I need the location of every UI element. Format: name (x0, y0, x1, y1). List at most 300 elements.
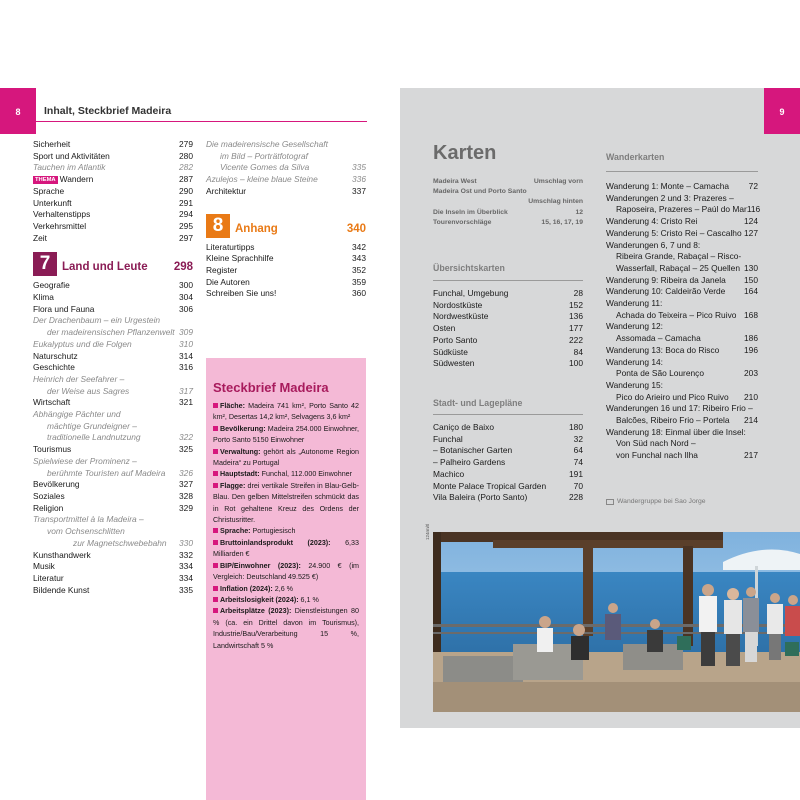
entry-title: Heinrich der Seefahrer – (33, 373, 125, 384)
bullet-square-icon (213, 426, 218, 431)
chapter-page: 340 (346, 222, 366, 235)
entry-title: Kleine Sprachhilfe (206, 253, 274, 264)
entry-page: 306 (179, 303, 193, 314)
entry-title: – Palheiro Gardens (433, 457, 506, 468)
steckbrief-item: Inflation (2024): 2,6 % (213, 584, 359, 595)
entry-title: Von Süd nach Nord – (616, 438, 696, 449)
right-page (400, 88, 800, 728)
steckbrief-item: Arbeitsplätze (2023): Dienstleistungen 80 % (ca. ein Drittel davon im Tourismus), Industrie/Bau/Verarbeitung 15 %, Landwirtschaft 5 % (213, 607, 359, 650)
entry-page: 310 (179, 338, 193, 349)
entry-title: Wanderung 4: Cristo Rei (606, 216, 698, 227)
entry-title: Verkehrsmittel (33, 220, 87, 231)
entry-page: 168 (744, 309, 758, 320)
toc-entry[interactable] (206, 265, 366, 277)
toc-entry[interactable] (33, 573, 193, 585)
toc-entry[interactable] (33, 491, 193, 503)
entry-title: Die Inseln im Überblick (433, 208, 508, 216)
entry-title: Caniço de Baixo (433, 422, 494, 432)
entry-page (189, 456, 193, 468)
entry-page: 136 (569, 311, 583, 322)
map-entry[interactable] (433, 422, 583, 434)
entry-page: 150 (744, 274, 758, 285)
entry-page: 297 (179, 232, 193, 243)
map-entry[interactable] (433, 323, 583, 335)
entry-page: 279 (179, 139, 193, 149)
entry-page: 335 (179, 584, 193, 595)
entry-page: 222 (569, 334, 583, 345)
toc-entry[interactable] (33, 139, 193, 151)
toc-entry[interactable] (33, 162, 193, 174)
map-entry[interactable] (433, 492, 583, 504)
map-entry[interactable] (606, 357, 758, 369)
entry-page: 332 (179, 549, 193, 560)
entry-title: Wanderung 10: Caldeirão Verde (606, 286, 726, 297)
entry-page: 327 (179, 479, 193, 490)
entry-page: 100 (569, 358, 583, 369)
toc-entry[interactable] (33, 315, 193, 327)
map-entry[interactable] (433, 469, 583, 481)
toc-entry[interactable] (33, 304, 193, 316)
entry-page: 127 (744, 227, 758, 238)
entry-page: 214 (744, 415, 758, 426)
map-entry[interactable] (606, 368, 758, 380)
steckbrief-item: Hauptstadt: Funchal, 112.000 Einwohner (213, 469, 359, 480)
entry-title: von Funchal nach Ilha (616, 450, 698, 461)
chapter-page: 298 (173, 261, 193, 274)
entry-page: 336 (352, 174, 366, 185)
toc-entry[interactable] (33, 397, 193, 409)
entry-page: 15, 16, 17, 19 (541, 218, 583, 226)
overview-heading: Übersichtskarten (433, 263, 505, 273)
entry-page: 70 (573, 480, 583, 491)
entry-title: Bevölkerung (33, 479, 80, 490)
map-entry[interactable] (433, 288, 583, 300)
toc-entry[interactable] (33, 351, 193, 363)
entry-title: Unterkunft (33, 197, 72, 208)
entry-title: Sicherheit (33, 139, 71, 149)
entry-page: 329 (179, 502, 193, 513)
toc-list (206, 139, 366, 198)
bullet-square-icon (213, 483, 218, 488)
entry-title: Architektur (206, 185, 247, 196)
entry-page: 196 (744, 344, 758, 355)
map-entry[interactable] (606, 345, 758, 357)
entry-title: THEMA Wandern (35, 174, 94, 185)
toc-entry[interactable] (33, 468, 193, 480)
toc-entry[interactable] (206, 139, 366, 151)
entry-title: Schreiben Sie uns! (206, 288, 277, 299)
running-head: Inhalt, Steckbrief Madeira (44, 105, 172, 117)
entry-title: Spielwiese der Prominenz – (33, 455, 137, 466)
entry-title: Wanderung 11: (606, 298, 663, 309)
entry-title: Zeit (33, 232, 47, 243)
map-entry[interactable] (433, 335, 583, 347)
entry-page: 326 (179, 467, 193, 478)
entry-page: 290 (179, 185, 193, 196)
steckbrief-item: Bevölkerung: Madeira 254.000 Einwohner, Porto Santo 5150 Einwohner (213, 424, 359, 445)
entry-page: 337 (352, 185, 366, 196)
entry-page: 317 (179, 385, 193, 396)
toc-entry[interactable] (33, 221, 193, 233)
map-entry[interactable] (433, 358, 583, 370)
toc-entry[interactable] (33, 186, 193, 198)
entry-page: 314 (179, 350, 193, 361)
entry-title: Transportmittel à la Madeira – (33, 514, 144, 525)
entry-page (362, 151, 366, 163)
entry-title: Monte Palace Tropical Garden (433, 480, 547, 491)
entry-title: Wanderung 13: Boca do Risco (606, 344, 720, 355)
entry-page (189, 374, 193, 386)
entry-title: Religion (33, 502, 64, 513)
steckbrief-item: Bruttoinlandsprodukt (2023): 6,33 Milliarden € (213, 538, 359, 559)
left-page (0, 88, 400, 728)
map-entry[interactable] (433, 347, 583, 359)
entry-page: 291 (179, 197, 193, 208)
toc-entry[interactable] (206, 242, 366, 254)
map-entry[interactable] (606, 415, 758, 427)
entry-page: Umschlag vorn (533, 178, 583, 185)
map-entry[interactable] (433, 300, 583, 312)
steckbrief-title: Steckbrief Madeira (213, 380, 329, 395)
photo-credit: 124rm/tl (425, 523, 430, 540)
bullet-square-icon (213, 540, 218, 545)
bullet-square-icon (213, 449, 218, 454)
entry-title: Machico (433, 468, 465, 479)
entry-title: Naturschutz (33, 350, 78, 361)
toc-entry[interactable] (33, 374, 193, 386)
entry-title: – Botanischer Garten (433, 445, 513, 456)
entry-title: Assomada – Camacha (616, 333, 701, 344)
toc-entry[interactable] (33, 550, 193, 562)
entry-page: 84 (573, 346, 583, 357)
map-entry[interactable] (433, 208, 583, 218)
entry-page (189, 526, 193, 538)
map-entry[interactable] (433, 457, 583, 469)
entry-page: 28 (573, 288, 583, 298)
entry-page: 316 (179, 362, 193, 373)
entry-title: Der Drachenbaum – ein Urgestein (33, 315, 161, 326)
toc-entry[interactable] (206, 162, 366, 174)
toc-entry[interactable] (33, 280, 193, 292)
toc-column-2 (206, 139, 366, 300)
hikes-heading: Wanderkarten (606, 152, 665, 162)
toc-entry[interactable] (33, 386, 193, 398)
entry-title: Die Autoren (206, 276, 250, 287)
entry-title: Tourismus (33, 444, 72, 455)
thema-badge: THEMA (35, 177, 56, 184)
toc-entry[interactable] (206, 151, 366, 163)
toc-entry[interactable] (33, 514, 193, 526)
entry-title: Soziales (33, 490, 65, 501)
entry-title: Literaturtipps (206, 241, 255, 252)
entry-title: Wasserfall, Rabaçal – 25 Quellen (616, 262, 740, 273)
entry-page: 186 (744, 333, 758, 344)
entry-title: mächtige Grundeigner – (47, 420, 137, 431)
toc-entry[interactable] (33, 174, 193, 186)
entry-title: Vicente Gomes da Silva (220, 162, 310, 173)
bullet-square-icon (213, 471, 218, 476)
entry-page: 228 (569, 492, 583, 503)
toc-entry[interactable] (33, 421, 193, 433)
hikes-list (606, 181, 761, 462)
steckbrief-item: Fläche: Madeira 741 km², Porto Santo 42 km², Desertas 14,2 km², Selvagens 3,6 km² (213, 402, 359, 422)
entry-page: 334 (179, 572, 193, 583)
entry-title: Geschichte (33, 362, 75, 373)
maps-list (433, 177, 583, 228)
page-number: 9 (764, 88, 800, 134)
city-heading: Stadt- und Lagepläne (433, 398, 523, 408)
map-entry[interactable] (606, 310, 758, 322)
page-number: 8 (0, 88, 36, 134)
entry-page: 282 (179, 162, 193, 173)
entry-title: Osten (433, 323, 456, 334)
entry-title: Pico do Arieiro und Pico Ruivo (616, 391, 729, 402)
map-entry[interactable] (606, 228, 758, 240)
entry-page: Umschlag hinten (528, 198, 583, 206)
entry-page: 322 (179, 432, 193, 443)
bullet-square-icon (213, 563, 218, 568)
toc-entry[interactable] (33, 479, 193, 491)
toc-entry[interactable] (33, 538, 193, 550)
entry-title: Nordwestküste (433, 311, 489, 322)
entry-page: 217 (744, 450, 758, 461)
map-entry[interactable] (433, 311, 583, 323)
entry-page: 300 (179, 280, 193, 291)
entry-title: Funchal (433, 433, 463, 444)
toc-entry[interactable] (33, 362, 193, 374)
toc-entry[interactable] (33, 432, 193, 444)
entry-title: Wanderung 12: (606, 321, 663, 332)
chapter-8-heading[interactable] (206, 212, 366, 238)
map-entry[interactable] (606, 392, 758, 404)
header-rule (36, 121, 367, 122)
photo-caption: Wandergruppe bei Sao Jorge (606, 498, 706, 505)
map-entry[interactable] (606, 181, 758, 193)
entry-title: berühmte Touristen auf Madeira (47, 467, 166, 478)
entry-title: Die madeirensische Gesellschaft (206, 139, 328, 149)
entry-title: zur Magnetschwebebahn (73, 537, 167, 548)
entry-title: Verhaltenstipps (33, 209, 91, 220)
map-entry[interactable] (606, 240, 758, 252)
entry-page: 342 (352, 241, 366, 252)
bullet-square-icon (213, 403, 218, 408)
entry-page: 359 (352, 276, 366, 287)
entry-page: 321 (179, 397, 193, 408)
entry-page (189, 315, 193, 327)
entry-title: Sport und Aktivitäten (33, 150, 110, 161)
entry-title: Achada do Teixeira – Pico Ruivo (616, 309, 737, 320)
bullet-square-icon (213, 528, 218, 533)
entry-title: der madeirensischen Pflanzenwelt (47, 327, 175, 338)
page-title: Karten (433, 142, 497, 164)
map-entry[interactable] (433, 218, 583, 228)
map-entry[interactable] (606, 286, 758, 298)
entry-page: 352 (352, 264, 366, 275)
entry-page: 210 (744, 391, 758, 402)
map-entry[interactable] (433, 445, 583, 457)
entry-page: 64 (573, 445, 583, 456)
steckbrief-item: Arbeitslosigkeit (2024): 6,1 % (213, 595, 359, 606)
steckbrief-item: Sprache: Portugiesisch (213, 526, 359, 537)
hiking-group-photo (433, 532, 800, 712)
entry-title: Eukalyptus und die Folgen (33, 338, 132, 349)
toc-entry[interactable] (33, 561, 193, 573)
entry-title: Raposeira, Prazeres – Paúl do Mar (616, 204, 747, 215)
entry-page: 280 (179, 150, 193, 161)
chapter-number-box: 8 (206, 214, 230, 238)
entry-title: Abhängige Pächter und (33, 409, 121, 420)
map-entry[interactable] (606, 380, 758, 392)
toc-entry[interactable] (33, 198, 193, 210)
bullet-square-icon (213, 608, 218, 613)
entry-title: Sprache (33, 185, 65, 196)
toc-list (33, 280, 193, 596)
map-entry[interactable] (433, 177, 583, 187)
caption-arrow-icon (606, 499, 614, 505)
toc-column-1 (33, 139, 193, 596)
entry-title: Wanderung 18: Einmal über die Insel: (606, 426, 746, 437)
city-list (433, 422, 583, 504)
steckbrief-item: BIP/Einwohner (2023): 24.900 € (im Vergleich: Deutschland 49.525 €) (213, 561, 359, 582)
entry-title: traditionelle Landnutzung (47, 432, 141, 443)
map-entry[interactable] (606, 298, 758, 310)
entry-title: Funchal, Umgebung (433, 288, 509, 298)
entry-title: Musik (33, 561, 55, 572)
entry-page: 130 (744, 262, 758, 273)
entry-page (189, 421, 193, 433)
entry-title: Geografie (33, 280, 70, 291)
toc-entry[interactable] (33, 327, 193, 339)
entry-page: 330 (179, 537, 193, 548)
entry-page: 294 (179, 209, 193, 220)
entry-title: Wanderungen 16 und 17: Ribeiro Frio – (606, 403, 753, 414)
entry-title: Wirtschaft (33, 397, 71, 408)
map-entry[interactable] (606, 438, 758, 450)
entry-page (362, 139, 366, 151)
map-entry[interactable] (433, 187, 583, 197)
entry-page: 328 (179, 490, 193, 501)
entry-page: 72 (748, 181, 758, 191)
toc-entry[interactable] (33, 585, 193, 597)
toc-entry[interactable] (33, 409, 193, 421)
toc-entry[interactable] (33, 292, 193, 304)
entry-page: 343 (352, 253, 366, 264)
entry-page: 12 (575, 208, 583, 216)
entry-page (189, 409, 193, 421)
map-entry[interactable] (433, 481, 583, 493)
chapter-number-box: 7 (33, 252, 57, 276)
toc-entry[interactable] (33, 151, 193, 163)
toc-entry[interactable] (33, 503, 193, 515)
bullet-square-icon (213, 586, 218, 591)
toc-entry[interactable] (33, 456, 193, 468)
toc-entry[interactable] (33, 233, 193, 245)
entry-page: 164 (744, 286, 758, 297)
toc-entry[interactable] (206, 288, 366, 300)
entry-page: 74 (573, 457, 583, 468)
entry-title: Literatur (33, 572, 64, 583)
steckbrief-item: Verwaltung: gehört als „Autonome Region Madeira“ zu Portugal (213, 447, 359, 468)
bullet-square-icon (213, 597, 218, 602)
entry-page: 152 (569, 299, 583, 310)
toc-entry[interactable] (206, 277, 366, 289)
map-entry[interactable] (433, 434, 583, 446)
map-entry[interactable] (606, 193, 758, 205)
entry-title: Klima (33, 292, 54, 303)
map-entry[interactable] (606, 403, 758, 415)
entry-title: Flora und Fauna (33, 303, 95, 314)
entry-title: Wanderung 14: (606, 356, 663, 367)
toc-entry[interactable] (33, 444, 193, 456)
entry-title: Porto Santo (433, 334, 478, 345)
entry-title: Azulejos – kleine blaue Steine (206, 174, 318, 185)
entry-page: 177 (569, 323, 583, 334)
map-entry[interactable] (606, 251, 758, 263)
toc-entry[interactable] (33, 209, 193, 221)
entry-page: 304 (179, 292, 193, 303)
map-entry[interactable] (606, 450, 758, 462)
toc-entry[interactable] (33, 526, 193, 538)
chapter-7-heading[interactable] (33, 250, 193, 276)
map-entry[interactable] (606, 321, 758, 333)
entry-page: 124 (744, 216, 758, 227)
entry-title: Südküste (433, 346, 468, 357)
steckbrief-box (206, 358, 366, 800)
entry-title: Madeira West (433, 178, 477, 185)
map-entry[interactable] (606, 333, 758, 345)
entry-page: 32 (573, 433, 583, 444)
entry-page: 334 (179, 561, 193, 572)
entry-title: vom Ochsenschlitten (47, 526, 125, 537)
entry-title: Südwesten (433, 358, 475, 369)
entry-title: im Bild – Porträtfotograf (220, 150, 308, 161)
entry-page: 335 (352, 162, 366, 173)
map-entry[interactable] (606, 263, 758, 275)
toc-list (33, 139, 193, 244)
entry-page: 116 (746, 204, 761, 215)
photo-illustration (433, 532, 800, 712)
map-entry[interactable] (606, 204, 761, 216)
map-entry[interactable] (606, 216, 758, 228)
steckbrief-list (213, 401, 359, 652)
toc-entry[interactable] (206, 174, 366, 186)
entry-page: 180 (569, 422, 583, 432)
map-entry[interactable] (606, 275, 758, 287)
entry-page: 295 (179, 220, 193, 231)
entry-title: Tauchen im Atlantik (33, 162, 106, 173)
entry-title: Bildende Kunst (33, 584, 90, 595)
entry-title: Wanderung 5: Cristo Rei – Cascalho (606, 227, 742, 238)
toc-entry[interactable] (206, 253, 366, 265)
entry-page: 191 (569, 468, 583, 479)
entry-title: Wanderungen 6, 7 und 8: (606, 239, 701, 250)
map-entry[interactable] (606, 427, 758, 439)
map-entry[interactable] (433, 197, 583, 207)
entry-page: 309 (179, 327, 193, 338)
entry-title: Ponta de São Lourenço (616, 368, 705, 379)
chapter-title: Anhang (235, 222, 278, 235)
entry-title: Wanderung 15: (606, 379, 663, 390)
toc-entry[interactable] (206, 186, 366, 198)
entry-title: Wanderung 1: Monte – Camacha (606, 181, 730, 191)
entry-title: Ribeira Grande, Rabaçal – Risco- (616, 251, 742, 262)
entry-title: Register (206, 264, 238, 275)
entry-title: Vila Baleira (Porto Santo) (433, 492, 528, 503)
entry-title: Wanderung 9: Ribeira da Janela (606, 274, 726, 285)
entry-title: Nordostküste (433, 299, 483, 310)
chapter-title: Land und Leute (62, 261, 148, 274)
toc-entry[interactable] (33, 339, 193, 351)
